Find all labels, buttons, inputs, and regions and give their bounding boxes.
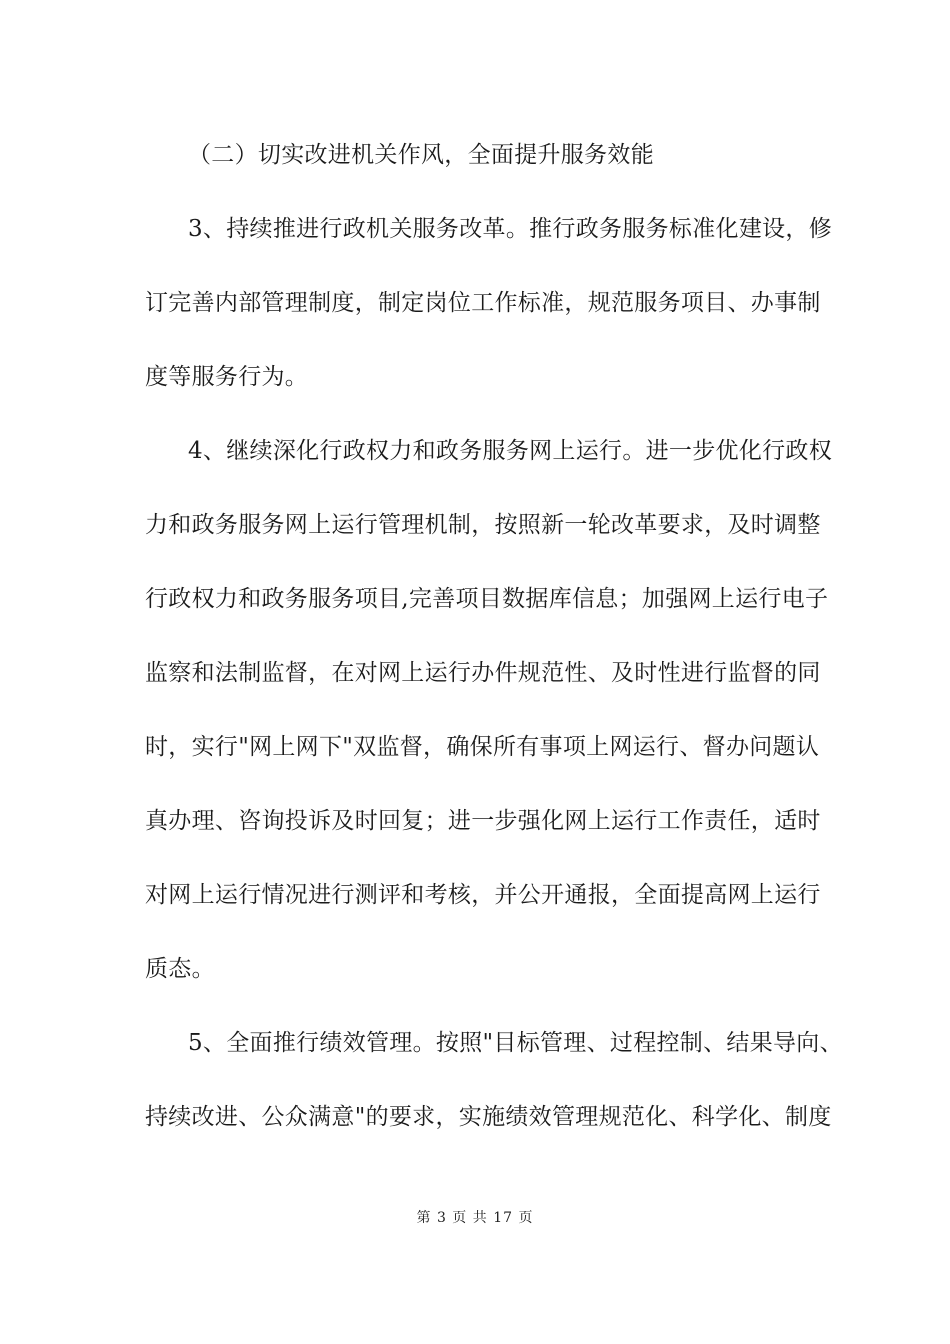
paragraph-line: 订完善内部管理制度，制定岗位工作标准，规范服务项目、办事制 xyxy=(145,290,821,316)
paragraph-line: 3、持续推进行政机关服务改革。推行政务服务标准化建设，修 xyxy=(188,216,833,242)
paragraph-line: 真办理、咨询投诉及时回复；进一步强化网上运行工作责任，适时 xyxy=(145,808,821,834)
paragraph-line: 力和政务服务网上运行管理机制，按照新一轮改革要求，及时调整 xyxy=(145,512,821,538)
paragraph-line: 时，实行"网上网下"双监督，确保所有事项上网运行、督办问题认 xyxy=(145,734,820,760)
paragraph-line: 度等服务行为。 xyxy=(145,364,309,390)
paragraph-line: 质态。 xyxy=(145,956,215,982)
paragraph-line: 5、全面推行绩效管理。按照"目标管理、过程控制、结果导向、 xyxy=(188,1030,843,1056)
paragraph-line: 4、继续深化行政权力和政务服务网上运行。进一步优化行政权 xyxy=(188,438,833,464)
section-heading: （二）切实改进机关作风，全面提升服务效能 xyxy=(188,142,654,168)
paragraph-line: 持续改进、公众满意"的要求，实施绩效管理规范化、科学化、制度 xyxy=(145,1104,832,1130)
page-number-footer: 第 3 页 共 17 页 xyxy=(416,1210,534,1226)
paragraph-line: 监察和法制监督，在对网上运行办件规范性、及时性进行监督的同 xyxy=(145,660,821,686)
paragraph-line: 行政权力和政务服务项目,完善项目数据库信息；加强网上运行电子 xyxy=(145,586,829,612)
paragraph-line: 对网上运行情况进行测评和考核，并公开通报，全面提高网上运行 xyxy=(145,882,821,908)
